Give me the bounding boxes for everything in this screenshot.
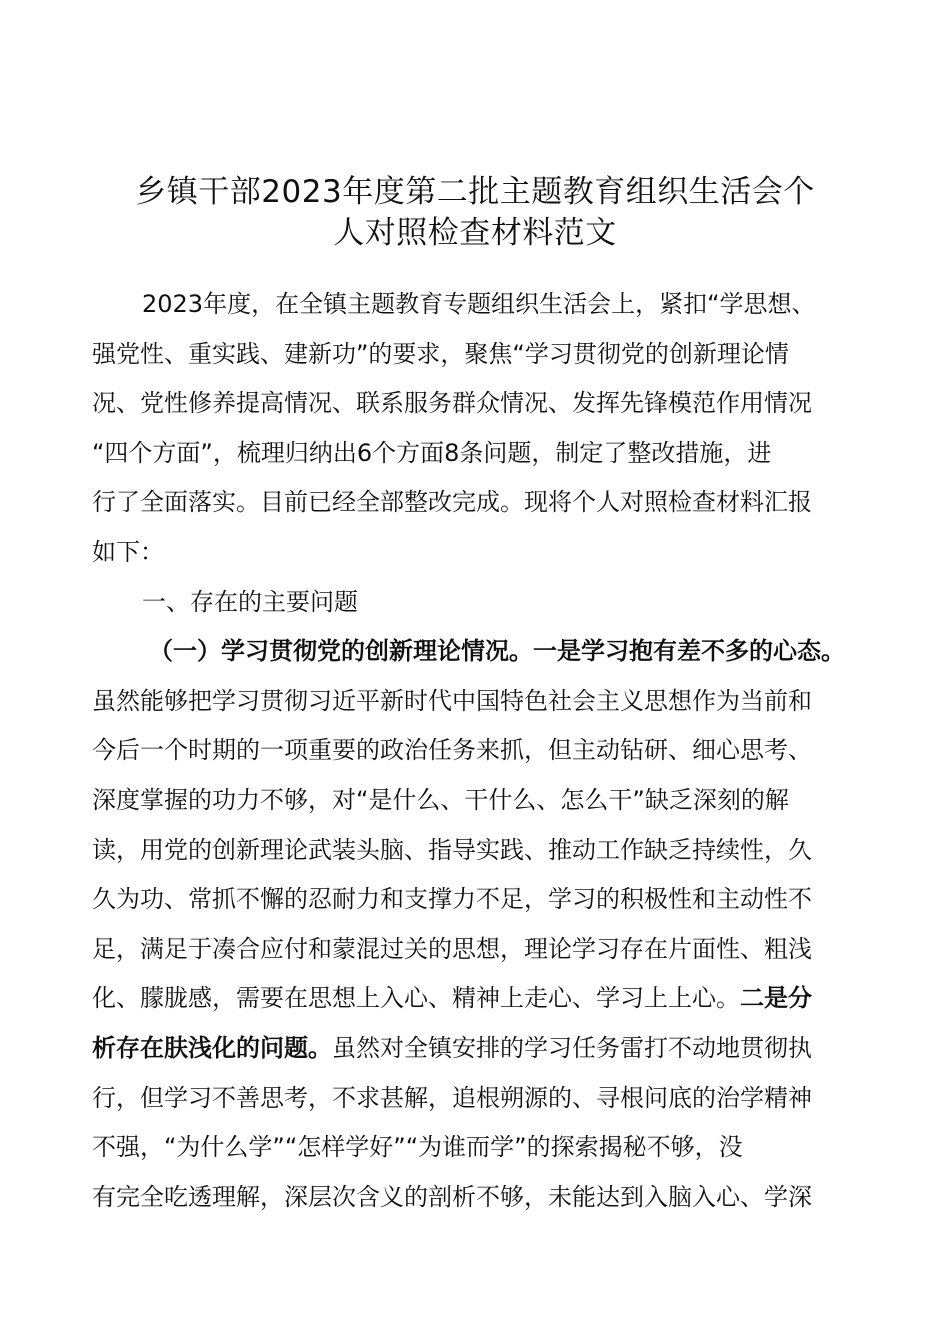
- paragraph-line: 不强，“为什么学”“怎样学好”“为谁而学”的探索揭秘不够，没: [92, 1133, 743, 1162]
- intro-line: 强党性、重实践、建新功”的要求，聚焦“学习贯彻党的创新理论情: [92, 339, 789, 368]
- point-two-label-end: 析存在肤浅化的问题。: [92, 1033, 332, 1062]
- title-line-2: 人对照检查材料范文: [333, 215, 617, 251]
- paragraph-line: 久为功、常抓不懈的忍耐力和支撑力不足，学习的积极性和主动性不: [92, 885, 812, 914]
- section-heading: 一、存在的主要问题: [142, 587, 358, 616]
- intro-line: 2023年度，在全镇主题教育专题组织生活会上，紧扣“学思想、: [142, 290, 816, 318]
- intro-line: 如下：: [92, 537, 164, 566]
- paragraph-line: 深度掌握的功力不够，对“是什么、干什么、怎么干”缺乏深刻的解: [92, 785, 789, 814]
- paragraph-line: 有完全吃透理解，深层次含义的剖析不够，未能达到入脑入心、学深: [92, 1182, 812, 1211]
- title-line-1: 乡镇干部2023年度第二批主题教育组织生活会个: [135, 174, 815, 210]
- document-body: [92, 280, 862, 1222]
- paragraph-line-mixed: [92, 974, 862, 1024]
- intro-line: “四个方面”，梳理归纳出6个方面8条问题，制定了整改措施，进: [92, 438, 772, 467]
- intro-line: 况、党性修养提高情况、联系服务群众情况、发挥先锋模范作用情况: [92, 389, 812, 418]
- paragraph-line: 足，满足于凑合应付和蒙混过关的思想，理论学习存在片面性、粗浅: [92, 934, 812, 963]
- paragraph-text: 化、朦胧感，需要在思想上入心、精神上走心、学习上上心。: [92, 984, 740, 1013]
- paragraph-line: 虽然能够把学习贯彻习近平新时代中国特色社会主义思想作为当前和: [92, 686, 812, 715]
- paragraph-line-mixed: [92, 1024, 862, 1074]
- paragraph-line: 行，但学习不善思考，不求甚解，追根朔源的、寻根问底的治学精神: [92, 1083, 812, 1112]
- paragraph-line: 读，用党的创新理论武装头脑、指导实践、推动工作缺乏持续性，久: [92, 835, 812, 864]
- paragraph-line: 今后一个时期的一项重要的政治任务来抓，但主动钻研、细心思考、: [92, 736, 812, 765]
- document-title: [80, 172, 870, 254]
- subsection-heading: （一）学习贯彻党的创新理论情况。一是学习抱有差不多的心态。: [149, 637, 845, 666]
- point-two-label-start: 二是分: [740, 984, 812, 1013]
- intro-line: 行了全面落实。目前已经全部整改完成。现将个人对照检查材料汇报: [92, 488, 812, 517]
- paragraph-text: 虽然对全镇安排的学习任务雷打不动地贯彻执: [332, 1033, 812, 1062]
